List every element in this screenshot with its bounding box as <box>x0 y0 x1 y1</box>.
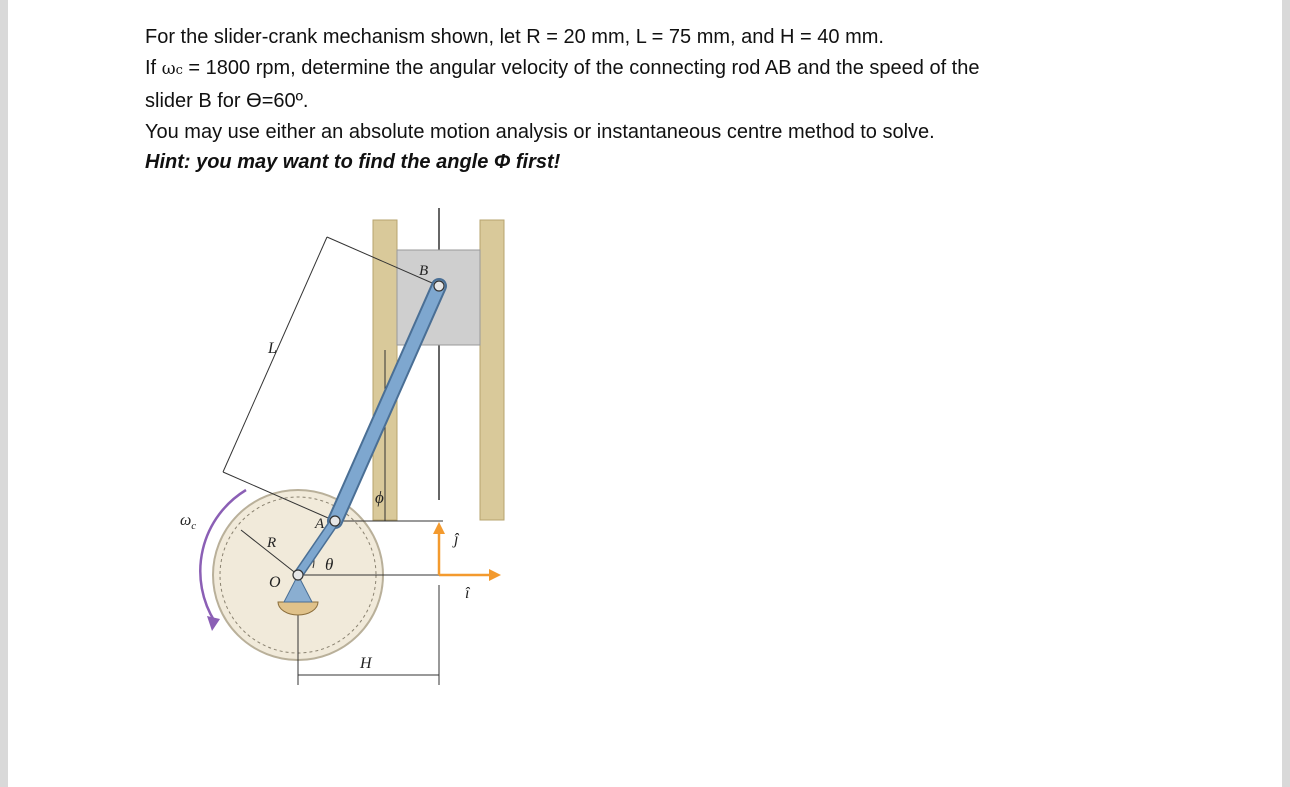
document-page <box>8 0 1282 787</box>
label-omega-c: $\omega_c$ <box>180 512 197 532</box>
j-arrowhead <box>433 522 445 534</box>
label-A: A <box>315 516 325 532</box>
problem-line-2 <box>145 53 1145 87</box>
omega-c-symbol: ωc <box>161 58 183 79</box>
problem-line-4: You may use either an absolute motion analysis or instantaneous centre method to solve. <box>145 120 935 143</box>
label-L: L <box>268 340 277 357</box>
omega-arrowhead <box>207 616 220 631</box>
problem-line-2-rest: = 1800 rpm, determine the angular velocity of the connecting rod AB and the speed of the <box>188 56 980 79</box>
label-theta: θ <box>325 555 334 574</box>
pin-A <box>330 516 340 526</box>
i-arrowhead <box>489 569 501 581</box>
problem-line-1: For the slider-crank mechanism shown, let R = 20 mm, L = 75 mm, and H = 40 mm. <box>145 26 884 48</box>
label-O: O <box>269 574 281 591</box>
problem-line-3: slider B for ϴ=60º. <box>145 90 309 112</box>
slider-crank-figure <box>163 200 513 690</box>
label-R: R <box>267 535 277 551</box>
if-word: If <box>145 56 157 79</box>
label-B: B <box>419 263 429 279</box>
pin-O <box>293 570 303 580</box>
label-phi: ϕ <box>375 488 384 507</box>
hint-line: Hint: you may want to find the angle Φ first! <box>145 151 561 173</box>
label-i: î <box>465 585 470 602</box>
problem-statement <box>145 22 1145 178</box>
right-guide-wall <box>480 220 504 520</box>
pin-B <box>434 281 444 291</box>
label-H: H <box>360 655 372 672</box>
mechanism-diagram <box>163 200 513 690</box>
label-j: ĵ <box>454 531 459 548</box>
